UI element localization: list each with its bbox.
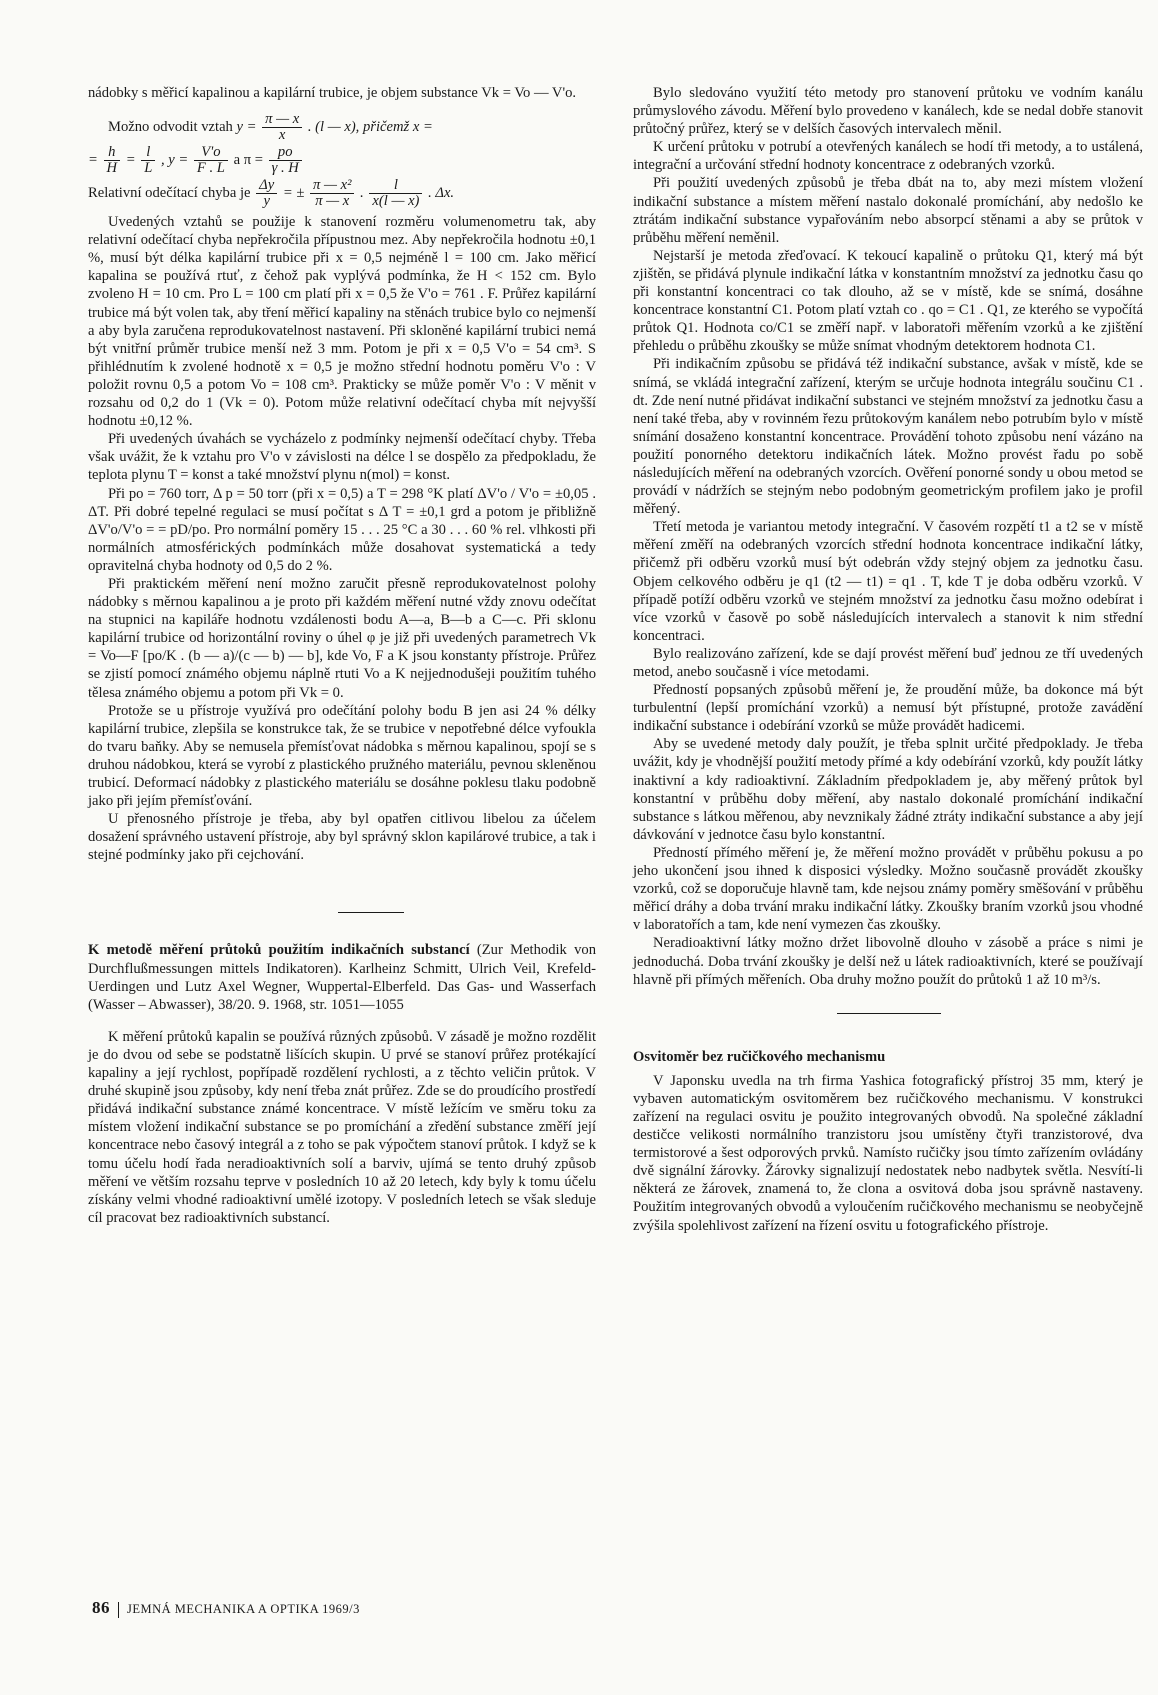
fraction — [310, 178, 354, 209]
equation-text: . Δx. — [428, 184, 455, 201]
section-divider — [837, 1013, 941, 1014]
paragraph: Nejstarší je metoda zřeďovací. K tekoucí kapalině o průtoku Q1, který má být zjištěn, se přidává plynule indikační látka v konstantním množství za jednotku času qo při konstantní koncentraci co tak dlouho, až se v místě, kde se snímá, dosáhne koncentrace konstantní C1. Potom platí vztah co . qo = C1 . Q1, ze kterého se vypočítá průtok Q1. Hodnota co/C1 se změří např. v laboratoři měřením vzorků a ke zjištění přehledu o průběhu zkoušky se může snímat vhodným detektorem hodnota C1. — [633, 247, 1143, 355]
numerator: l — [141, 145, 155, 161]
left-column — [88, 84, 596, 1227]
paragraph: K měření průtoků kapalin se používá různých způsobů. V zásadě je možno rozdělit je do dvou od sebe se podstatně lišících skupin. U prvé se stanoví průřez protékající kapaliny a její rychlost, popřípadě rozdělení rychlosti, a z těchto veličin průtok. V druhé skupině jsou způsoby, kdy není třeba znát průřez. Zde se do proudícího prostředí přidává indikační substance známé koncentrace. V místě ležícím ve směru toku za místem vložení indikační substance se po promíchání a zředění substance změří její koncentrace nebo časový integrál a z toho se pak výpočtem stanoví průtok. I když se k tomu účelu hodí řada neradioaktivních solí a barviv, ujímá se tento druhý způsob měření ve větším rozsahu teprve v posledních 10 až 20 letech, kdy byly k tomu účelu získány velmi vhodné radioaktivní umělé izotopy. V posledních letech se však sleduje cíl pracovat bez radioaktivních substancí. — [88, 1028, 596, 1226]
numerator: Δy — [256, 178, 277, 194]
paragraph: Předností přímého měření je, že měření možno provádět v průběhu pokusu a po jeho ukončení jsou ihned k disposici výsledky. Možno současně provádět zkoušky vzorků, což se doporučuje hlavně tam, kde nejsou známy poměry směšování v průběhu měřicí dráhy a doba trvání mraku indikační látky. Zkoušky braním vzorků jsou vhodné v laboratořích a tam, kde není vymezen čas zkoušky. — [633, 844, 1143, 934]
paragraph: Při praktickém měření není možno zaručit přesně reprodukovatelnost polohy nádobky s měrnou kapalinou a je proto při každém měření nutné vždy znovu odečítat na stupnici na kapiláře hodnotu vzdálenosti bodu A—a, B—b a C—c. Při sklonu kapilární trubice od horizontální roviny o úhel φ je již při uvedených parametrech Vk = Vo—F [po/K . (b — a)/(c — b) — b], kde Vo, F a K jsou konstanty přístroje. Průřez se zjistí pomocí známého objemu náplně rtuti Vo a K nejjednodušeji použitím tuhého tělesa známého objemu a potom při Vk = 0. — [88, 575, 596, 701]
paragraph: Uvedených vztahů se použije k stanovení rozměru volumenometru tak, aby relativní odečítací chyba nepřekročila přípustnou mez. Aby nepřekročila hodnotu ±0,1 %, musí být délka kapilární trubice při x = 0,5 nejméně l = 100 cm. Jako měřicí kapalina se používá rtuť, z čehož pak vyplývá podmínka, že H < 152 cm. Bylo zvoleno H = 10 cm. Pro L = 100 cm platí při x = 0,5 že V'o = 761 . F. Průřez kapilární trubice má být volen tak, aby tření měřicí kapaliny na stěnách trubice bylo co nejmenší a aby byla zaručena reprodukovatelnost nastavení. Při skloněné kapilární trubici nemá být vnitřní průměr trubice menší než 3 mm. Potom je při x = 0,5 V'o = 54 cm³. S přihlédnutím k zvolené hodnotě x = 0,5 je možno střední hodnotu poměru V'o : V položit rovnu 0,5 a potom Vo = 108 cm³. Prakticky se může poměr V'o : V měnit v rozsahu od 0,2 do 1 (Vk = 0). Potom může relativní odečítací chyba mít nejvyšší hodnotu ±0,12 %. — [88, 214, 596, 430]
fraction — [262, 112, 302, 143]
numerator: h — [104, 145, 121, 161]
equation-line: Relativní odečítací chyba je $\frac{\Delta y}{y}$ = ± $\frac{\text{π — x²}}{\pi — x}$ . $\frac{l}{x(l — x)}$ . Δx. — [88, 177, 455, 210]
equation-text: y = — [236, 118, 257, 135]
equation-text: , y = — [160, 151, 189, 168]
equation-label: Možno odvodit vztah — [108, 118, 233, 135]
numerator: po — [269, 145, 302, 161]
numerator: l — [369, 178, 422, 194]
article-reference: (Zur Methodik von Durchflußmessungen mittels Indikatoren). Karlheinz Schmitt, Ulrich Veil, Krefeld-Uerdingen und Lutz Axel Wegner, Wuppertal-Elberfeld. Das Gas- und Wasserfach (Wasser – Abwasser), 38/20. 9. 1968, str. 1051—1055 — [88, 942, 596, 1013]
paragraph: Při uvedených úvahách se vycházelo z podmínky nejmenší odečítací chyby. Třeba však uvážit, že k vztahu pro V'o v závislosti na délce l se dospělo za předpokladu, že teplota plynu T = konst a také množství plynu n(mol) = konst. — [88, 431, 596, 484]
paragraph: Při použití uvedených způsobů je třeba dbát na to, aby mezi místem vložení indikační substance a místem měření nastalo dokonalé promíchání, aby nedošlo ke ztrátám indikační substance vypařováním nebo absorpcí stěnami a aby se průtok v průběhu měření neměnil. — [633, 175, 1143, 246]
fraction — [141, 145, 155, 176]
paragraph: Aby se uvedené metody daly použít, je třeba splnit určité předpoklady. Je třeba uvážit, kdy je vhodnější použití metody přímé a kdy odebírání vzorků, kdy použít látky inaktivní a kdy radioaktivní. Základním předpokladem je, aby měřený průtok byl konstantní v průběhu doby měření, aby nastalo dokonalé promíchání indikační substance s látkou měřenou, aby nevznikaly žádné ztráty indikační substance a aby její dávkování v jednotce času bylo konstantní. — [633, 736, 1143, 843]
paragraph: U přenosného přístroje je třeba, aby byl opatřen citlivou libelou za účelem dosažení správného ustavení přístroje, aby byl správný sklon kapilárové trubice, a tak i stejné podmínky jako při cejchování. — [88, 811, 596, 864]
denominator: γ . H — [271, 160, 299, 177]
article-header — [88, 941, 596, 1013]
equation-line — [88, 112, 596, 143]
right-column — [633, 84, 1143, 1235]
paragraph: Při indikačním způsobu se přidává též indikační substance, avšak v místě, kde se snímá, se vkládá integrační zařízení, kterým se určuje hodnota integrálu součinu C1 . dt. Zde není nutné přidávat indikační substanci ve stejném množství za jednotku času a není také třeba, aby v rovinném řezu průtokovým kanálem nebo potrubím bylo v místě snímání dosaženo konstantní koncentrace. Provádění tohoto způsobu není vázáno na použití ponorného detektoru indikačních látek. Možno provést řadu po sobě následujících měření na odebraných vzorcích. Ověření ponorné sondy u obou metod se provádí v nádržích se stejným nebo podobným geometrickým profilem jako je profil měřený. — [633, 356, 1143, 518]
fraction — [194, 145, 228, 176]
page-number: 86 — [92, 1598, 110, 1617]
paragraph: Neradioaktivní látky možno držet libovolně dlouho v zásobě a práce s nimi je jednoduchá. Doba trvání zkoušky je delší než u látek radioaktivních, které se používají hlavně při přímých měřeních. Oba druhy možno použít do průtoků 1 až 10 m³/s. — [633, 935, 1143, 988]
denominator: π — x — [315, 193, 350, 210]
paragraph: nádobky s měřicí kapalinou a kapilární trubice, je objem substance Vk = Vo — V'o. — [88, 85, 577, 101]
numerator: π — x — [262, 112, 302, 128]
paragraph: Třetí metoda je variantou metody integrační. V časovém rozpětí t1 a t2 se v místě měření změří na odebraných vzorcích střední hodnota koncentrace indikační látky, přičemž při odběru vzorků musí být odebrán vždy stejný objem za jednotku času. Objem celkového odběru je q1 (t2 — t1) = q1 . T, kde T je doba odběru vzorků. V případě potíží odběru vzorků ve stejném množství za jednotku času možno odebírat i více vzorků v časově po sobě následujících intervalech a stanovit k nim střední koncentraci. — [633, 519, 1143, 644]
denominator: L — [144, 160, 153, 177]
numerator: π — x² — [310, 178, 354, 194]
page-footer — [92, 1598, 360, 1618]
section-divider — [338, 912, 404, 913]
paragraph: Předností popsaných způsobů měření je, že proudění může, ba dokonce má být turbulentní (lepší promíchání vzorků) a nemusí být přístupné, protože zavádění indikační substance i odebírání vzorků se může provádět hadicemi. — [633, 682, 1143, 735]
fraction — [256, 178, 277, 209]
denominator: y — [263, 193, 270, 210]
paragraph: Bylo realizováno zařízení, kde se dají provést měření buď jednou ze tří uvedených metod, anebo současně i více metodami. — [633, 645, 1143, 680]
article-title: Osvitoměr bez ručičkového mechanismu — [633, 1048, 886, 1065]
numerator: V'o — [194, 145, 228, 161]
denominator: H — [106, 160, 118, 177]
paragraph: K určení průtoku v potrubí a otevřených kanálech se hodí tři metody, a to ustálená, integrační a určování střední hodnoty koncentrace z odebraných vzorků. — [633, 139, 1143, 174]
denominator: F . L — [196, 160, 225, 177]
paragraph: Bylo sledováno využití této metody pro stanovení průtoku ve vodním kanálu průmyslového závodu. Měření bylo provedeno v kanálech, kde se nedal dobře stanovit průtočný průřez, který se v delších časových intervalech měnil. — [633, 85, 1143, 138]
fraction — [369, 178, 422, 209]
equation-text: a π = — [233, 151, 263, 168]
paragraph: V Japonsku uvedla na trh firma Yashica fotografický přístroj 35 mm, který je vybaven automatickým osvitoměrem bez ručičkového mechanismu. V konstrukci zařízení na regulaci osvitu je použito integrovaných obvodů. Na společné základní destičce velikosti normálního tranzistoru jsou umístěny čtyři tranzistorové, dva termistorové a šest odporových prvků. Namísto ručičky jsou tímto zařízením ovládány dvě signální žárovky. Žárovky signalizují nedostatek nebo nadbytek světla. Nesvítí-li některá ze žárovek, znamená to, že clona a osvitová doba jsou správně nastaveny. Použitím integrovaných obvodů a vyloučením ručičkového mechanismu se neobyčejně zvýšila spolehlivost zařízení na řízení osvitu u fotografického přístroje. — [633, 1072, 1143, 1234]
equation-text: . (l — x), přičemž x = — [307, 118, 433, 135]
paragraph: Protože se u přístroje využívá pro odečítání polohy bodu B jen asi 24 % délky kapilární trubice, zlepšila se konstrukce tak, že se trubice v nepotřebné délce vyfoukla do tvaru baňky. Aby se nemusela přemísťovat nádobka s měrnou kapalinou, spojí se s druhou nádobkou, která se vyrobí z plastického pružného materiálu, pevnou skleněnou trubicí. Deformací nádobky z plastického materiálu se dosáhne poklesu tlaku podobně jako při jejím přemísťování. — [88, 702, 596, 810]
denominator: x — [278, 127, 286, 144]
journal-name: JEMNÁ MECHANIKA A OPTIKA 1969/3 — [127, 1602, 360, 1616]
footer-divider — [118, 1602, 119, 1618]
article-title: K metodě měření průtoků použitím indikačních substancí — [88, 942, 470, 959]
fraction — [104, 145, 121, 176]
denominator: x(l — x) — [372, 193, 420, 210]
paragraph: Při po = 760 torr, Δ p = 50 torr (při x = 0,5) a T = 298 °K platí ΔV'o / V'o = ±0,05 . ΔT. Při dobré tepelné regulaci se musí počítat s Δ T = ±0,1 grd a potom je přibližně ΔV'o/V'o = = pD/po. Pro normální poměry 15 . . . 25 °C a 30 . . . 60 % rel. vlhkosti při normálních atmosférických podmínkách může dosahovat systematická a tedy opravitelná chyba hodnoty od 0,5 do 2 %. — [88, 485, 596, 574]
fraction — [269, 145, 302, 176]
equation-label: Relativní odečítací chyba je — [88, 184, 251, 201]
equation-line: = $\frac{h}{H}$ = $\frac{l}{L}$ , y = $\frac{V'o}{F . L}$ a π = $\frac{po}{\gamma . H}$ — [88, 145, 596, 176]
